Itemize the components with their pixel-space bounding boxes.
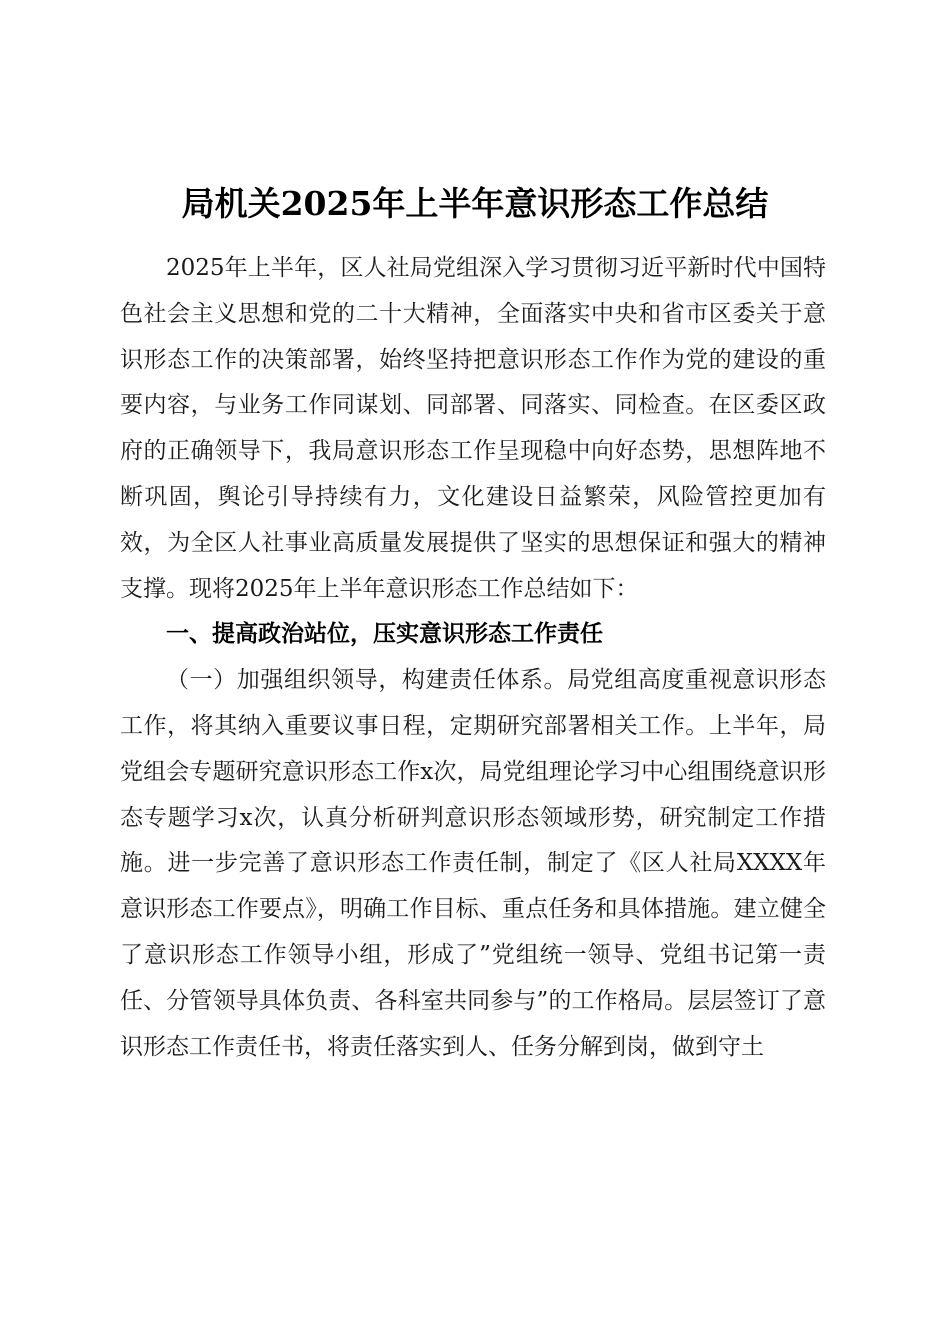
intro-paragraph: 2025年上半年，区人社局党组深入学习贯彻习近平新时代中国特色社会主义思想和党的二十大精神，全面落实中央和省市区委关于意识形态工作的决策部署，始终坚持把意识形态工作作为党的建设的重要内容，与业务工作同谋划、同部署、同落实、同检查。在区委区政府的正确领导下，我局意识形态工作呈现稳中向好态势，思想阵地不断巩固，舆论引导持续有力，文化建设日益繁荣，风险管控更加有效，为全区人社事业高质量发展提供了坚实的思想保证和强大的精神支撑。现将2025年上半年意识形态工作总结如下： [120,255,826,602]
document-body [120,246,826,1070]
document-title: 局机关2025年上半年意识形态工作总结 [181,184,769,223]
subsection-paragraph: （一）加强组织领导，构建责任体系。局党组高度重视意识形态工作，将其纳入重要议事日程，定期研究部署相关工作。上半年，局党组会专题研究意识形态工作x次，局党组理论学习中心组围绕意识形态专题学习x次，认真分析研判意识形态领域形势，研究制定工作措施。进一步完善了意识形态工作责任制，制定了《区人社局XXXX年意识形态工作要点》，明确工作目标、重点任务和具体措施。建立健全了意识形态工作领导小组，形成了”党组统一领导、党组书记第一责任、分管领导具体负责、各科室共同参与”的工作格局。层层签订了意识形态工作责任书，将责任落实到人、任务分解到岗，做到守土 [120,667,826,1060]
section-heading: 一、提高政治站位，压实意识形态工作责任 [166,621,603,648]
